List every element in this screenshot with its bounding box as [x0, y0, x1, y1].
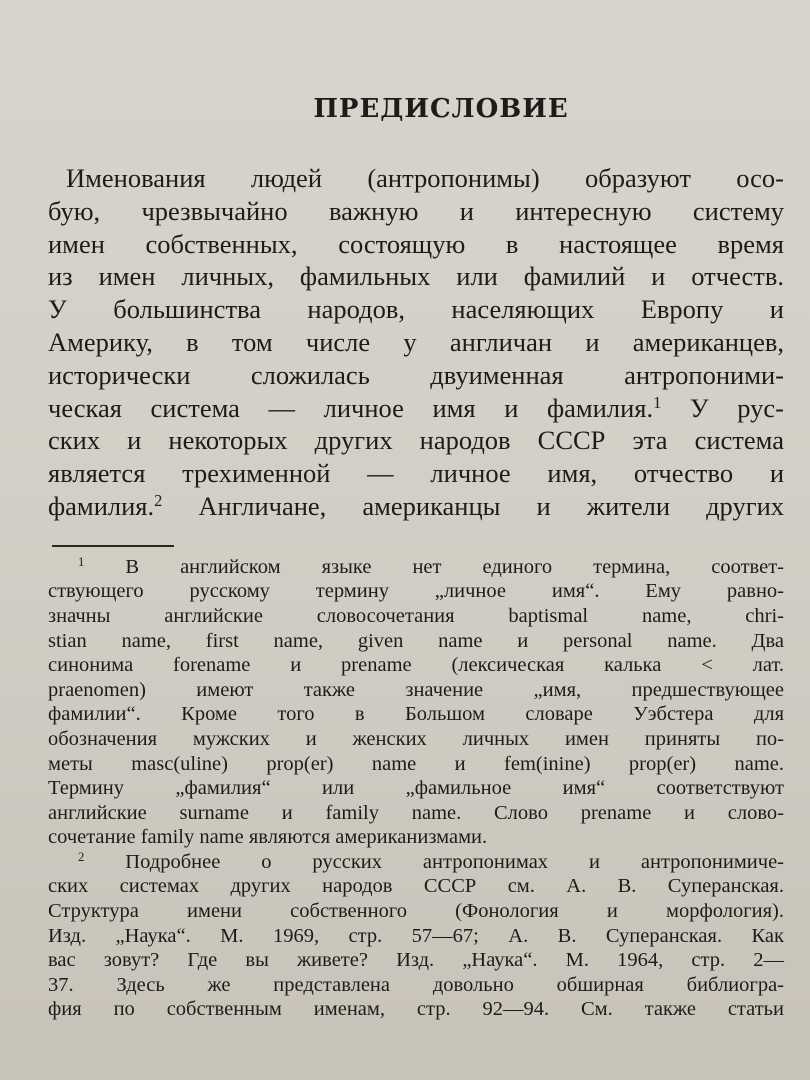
main-text — [48, 162, 784, 523]
footnote-line: Термину „фамилия“ или „фамильное имя“ соответствуют — [48, 777, 784, 800]
text-line — [48, 490, 784, 523]
footnote-line: praenomen) имеют также значение „имя, предшествующее — [48, 678, 784, 701]
footnote-line: Структура имени собственного (Фонология и морфология). — [48, 900, 784, 923]
footnote-line: вас зовут? Где вы живете? Изд. „Наука“. М. 1964, стр. 2— — [48, 949, 784, 972]
text-line — [48, 392, 784, 425]
text-line: исторически сложилась двуименная антропоними- — [48, 359, 784, 390]
text-segment: У рус- — [661, 392, 785, 423]
text-segment: ческая система — личное имя и фамилия. — [48, 392, 654, 423]
footnote-marker-1: 1 — [78, 554, 85, 569]
footnote-line — [48, 555, 784, 580]
footnote-line — [48, 850, 784, 875]
footnotes — [48, 555, 784, 1022]
footnote-line: stian name, first name, given name и personal name. Два — [48, 629, 784, 652]
footnote-line: ских системах других народов СССР см. А. В. Суперанская. — [48, 875, 784, 898]
text-line: имен собственных, состоящую в настоящее время — [48, 228, 784, 259]
footnote-marker-2: 2 — [78, 849, 85, 864]
text-segment: Англичане, американцы и жители других — [162, 490, 784, 521]
footnote-line: обозначения мужских и женских личных имен приняты по- — [48, 727, 784, 750]
footnote-divider — [52, 545, 174, 547]
text-line: ских и некоторых других народов СССР эта система — [48, 425, 784, 456]
text-line: Америку, в том числе у англичан и американцев, — [48, 326, 784, 357]
footnote-ref-2: 2 — [154, 490, 163, 510]
text-segment: фамилия. — [48, 490, 155, 521]
text-line: из имен личных, фамильных или фамилий и отчеств. — [48, 261, 784, 292]
footnote-line: фия по собственным именам, стр. 92—94. См. также статьи — [48, 998, 784, 1021]
footnote-line: английские surname и family name. Слово prename и слово- — [48, 801, 784, 824]
page-title: ПРЕДИСЛОВИЕ — [313, 94, 569, 124]
text-line: является трехименной — личное имя, отчество и — [48, 458, 784, 489]
footnote-line: Изд. „Наука“. М. 1969, стр. 57—67; А. В. Суперанская. Как — [48, 924, 784, 947]
footnote-line: ствующего русскому термину „личное имя“. Ему равно- — [48, 580, 784, 603]
footnote-line: сочетание family name являются американизмами. — [48, 826, 488, 849]
text-segment: Подробнее о русских антропонимах и антропонимиче- — [125, 850, 784, 873]
text-line: бую, чрезвычайно важную и интересную систему — [48, 195, 784, 226]
text-segment: В английском языке нет единого термина, соответ- — [125, 555, 784, 578]
text-line: Именования людей (антропонимы) образуют осо- — [66, 163, 784, 193]
footnote-line: фамилии“. Кроме того в Большом словаре Уэбстера для — [48, 703, 784, 726]
footnote-line: значны английские словосочетания baptismal name, chri- — [48, 604, 784, 627]
footnote-ref-1: 1 — [653, 392, 662, 412]
footnote-line: синонима forename и prename (лексическая калька < лат. — [48, 654, 784, 677]
footnote-line: меты masc(uline) prop(er) name и fem(inine) prop(er) name. — [48, 752, 784, 775]
footnote-line: 37. Здесь же представлена довольно обширная библиогра- — [48, 973, 784, 996]
text-line: У большинства народов, населяющих Европу и — [48, 294, 784, 325]
